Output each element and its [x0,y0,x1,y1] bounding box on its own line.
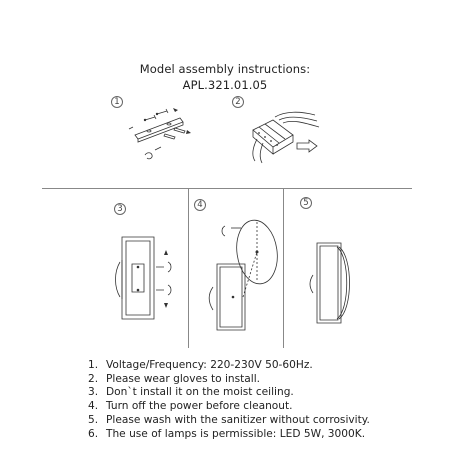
step-4-shade-illustration [205,212,280,337]
instruction-number: 3. [88,386,99,399]
step-number-4: 4 [194,199,206,211]
instruction-text: Please wash with the sanitizer without corrosivity. [106,413,370,426]
step-number-5: 5 [300,197,312,209]
instruction-item [88,373,370,387]
step-number-3: 3 [114,203,126,215]
instruction-item [88,359,370,373]
instruction-item [88,414,370,428]
instruction-number: 5. [88,413,99,426]
instruction-text: Please wear gloves to install. [106,372,261,385]
instruction-item [88,386,370,400]
instruction-item [88,428,370,442]
divider-horizontal [42,188,412,189]
model-number: APL.321.01.05 [182,78,268,92]
instruction-number: 4. [88,400,99,413]
step-2-wiring-illustration [245,105,325,165]
instruction-text: The use of lamps is permissible: LED 5W, 3000K. [106,427,366,440]
divider-vertical-left [188,188,189,348]
step-5-finished-lamp-illustration [305,235,355,330]
instruction-number: 6. [88,427,99,440]
step-number-1: 1 [111,96,123,108]
instruction-item [88,400,370,414]
instructions-list [88,359,370,441]
divider-vertical-right [283,188,284,348]
instruction-number: 1. [88,359,99,371]
step-number-2: 2 [232,96,244,108]
instruction-number: 2. [88,372,99,385]
instruction-text: Turn off the power before cleanout. [106,400,293,413]
step-1-bracket-illustration [125,100,195,175]
title-line-1: Model assembly instructions: [139,62,311,76]
step-3-fixture-illustration [112,232,177,327]
instruction-text: Voltage/Frequency: 220-230V 50-60Hz. [106,359,313,371]
instruction-text: Don`t install it on the moist ceiling. [106,386,294,399]
